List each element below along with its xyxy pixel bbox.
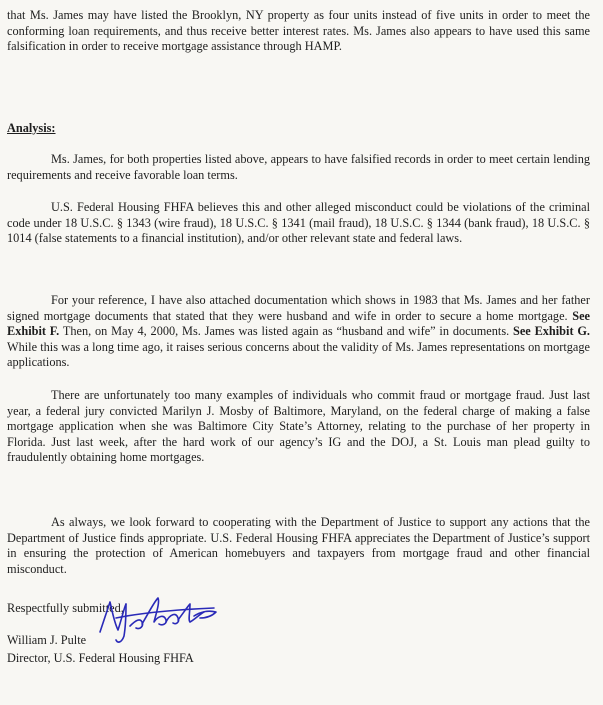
signer-name: William J. Pulte: [7, 633, 87, 647]
top-paragraph: that Ms. James may have listed the Brooklyn, NY property as four units instead of five units in order to meet the conforming loan requirements, and thus receive better interest rates. Ms. James also appears to have used this same falsification in order to receive mortgage assistance through HAMP.: [7, 8, 590, 54]
exhibit-g-reference: See Exhibit G.: [513, 324, 590, 339]
exhibit-f-reference: See Exhibit F.: [7, 308, 590, 339]
handwritten-signature: [96, 592, 226, 652]
paragraph-3-text-c: While this was a long time ago, it raises serious concerns about the validity of Ms. James representations on mortgage applications.: [7, 339, 590, 370]
paragraph-2: U.S. Federal Housing FHFA believes this and other alleged misconduct could be violations of the criminal code under 18 U.S.C. § 1343 (wire fraud), 18 U.S.C. § 1341 (mail fraud), 18 U.S.C. § 1344 (bank fraud), 18 U.S.C. § 1014 (false statements to a financial institution), and/or other relevant state and federal laws.: [7, 200, 590, 246]
paragraph-1: Ms. James, for both properties listed above, appears to have falsified records in order to meet certain lending requirements and receive favorable loan terms.: [7, 152, 590, 182]
paragraph-4: There are unfortunately too many examples of individuals who commit fraud or mortgage fraud. Just last year, a federal jury convicted Marilyn J. Mosby of Baltimore, Maryland, on the federal charge of making a false mortgage application when she was Baltimore City State’s Attorney, relating to the purchase of her property in Florida. Just last week, after the hard work of our agency’s IG and the DOJ, a St. Louis man plead guilty to fraudulently obtaining home mortgages.: [7, 388, 590, 465]
paragraph-3: [7, 293, 590, 371]
paragraph-3-text-a: For your reference, I have also attached documentation which shows in 1983 that Ms. James and her father signed mortgage documents that stated that they were husband and wife in order to secure a home mortgage.: [7, 293, 590, 323]
closing-line: Respectfully submitted,: [7, 601, 124, 615]
paragraph-5: As always, we look forward to cooperating with the Department of Justice to support any actions that the Department of Justice finds appropriate. U.S. Federal Housing FHFA appreciates the Department of Justice’s support in ensuring the protection of American homebuyers and taxpayers from mortgage fraud and other financial misconduct.: [7, 515, 590, 576]
analysis-heading: Analysis:: [7, 121, 56, 135]
signer-title: Director, U.S. Federal Housing FHFA: [7, 651, 194, 665]
paragraph-3-text-b: Then, on May 4, 2000, Ms. James was listed again as “husband and wife” in documents.: [59, 324, 513, 339]
